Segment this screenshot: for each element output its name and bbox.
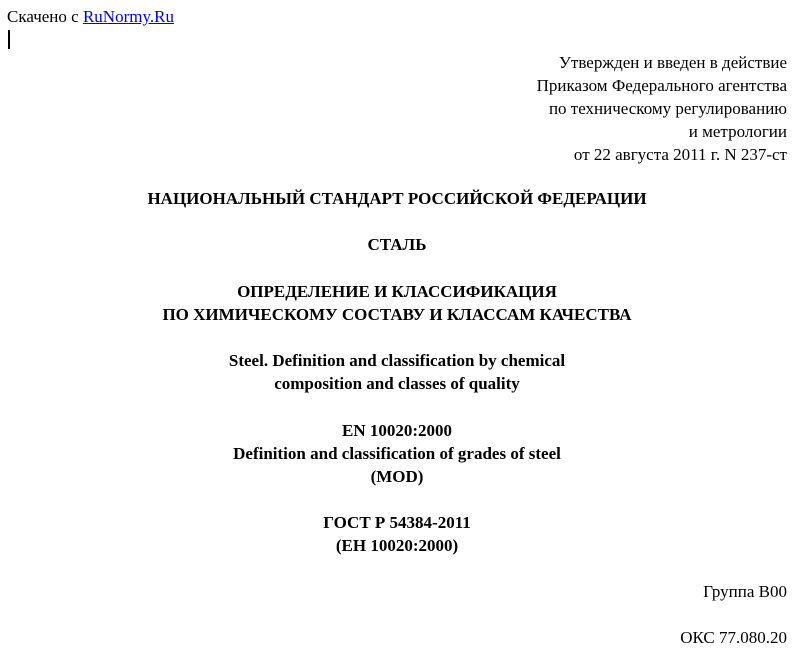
- title-ru: [0, 280, 794, 326]
- en-reference-line: Definition and classification of grades of steel: [233, 444, 561, 463]
- standard-subject: [0, 233, 794, 256]
- title-en-line: composition and classes of quality: [274, 374, 520, 393]
- gost-designation: [0, 511, 794, 557]
- approval-line: по техническому регулированию: [548, 99, 787, 118]
- standard-heading: [0, 187, 794, 210]
- en-reference: [0, 419, 794, 488]
- en-reference-line: EN 10020:2000: [341, 421, 453, 440]
- approval-line: от 22 августа 2011 г. N 237-ст: [573, 145, 787, 164]
- title-en: [0, 349, 794, 395]
- text-cursor: [8, 30, 10, 49]
- title-ru-line: ОПРЕДЕЛЕНИЕ И КЛАССИФИКАЦИЯ: [237, 282, 557, 301]
- approval-line: Приказом Федерального агентства: [536, 76, 787, 95]
- approval-line: Утвержден и введен в действие: [558, 53, 787, 72]
- title-ru-line: ПО ХИМИЧЕСКОМУ СОСТАВУ И КЛАССАМ КАЧЕСТВА: [162, 305, 632, 324]
- source-line: [7, 5, 174, 28]
- standard-heading-text: НАЦИОНАЛЬНЫЙ СТАНДАРТ РОССИЙСКОЙ ФЕДЕРАЦИИ: [147, 189, 647, 208]
- group-code: Группа В00: [703, 582, 787, 601]
- title-en-line: Steel. Definition and classification by chemical: [228, 351, 566, 370]
- source-link[interactable]: RuNormy.Ru: [82, 7, 174, 26]
- source-prefix: Скачено с: [7, 7, 83, 26]
- gost-line: (ЕН 10020:2000): [335, 536, 459, 555]
- approval-line: и метрологии: [688, 122, 787, 141]
- standard-subject-text: СТАЛЬ: [367, 235, 427, 254]
- approval-block: [537, 51, 787, 166]
- oks-code: ОКС 77.080.20: [680, 628, 787, 647]
- en-reference-line: (MOD): [370, 467, 424, 486]
- gost-line: ГОСТ Р 54384-2011: [323, 513, 471, 532]
